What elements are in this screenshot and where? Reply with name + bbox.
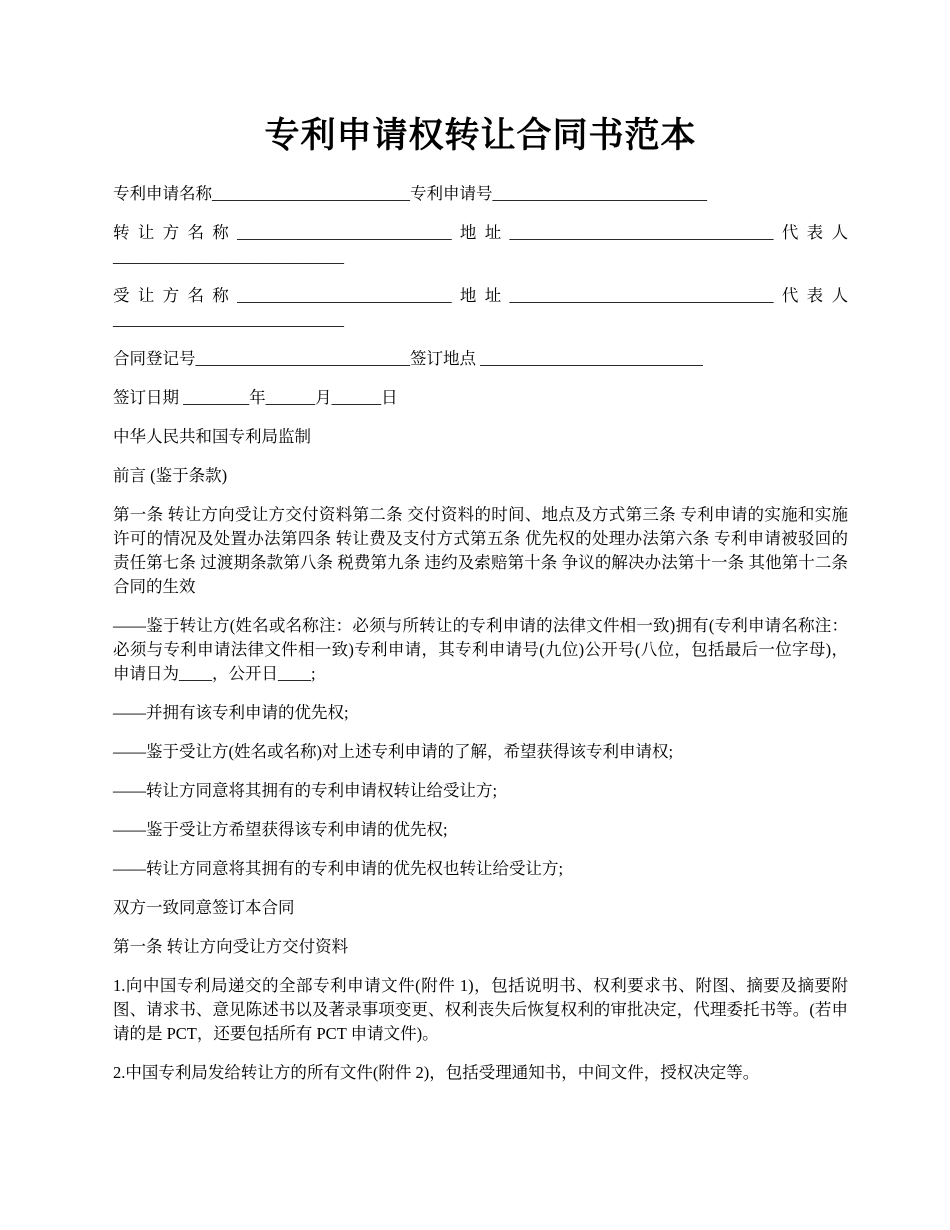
recital-3: ——鉴于受让方(姓名或名称)对上述专利申请的了解，希望获得该专利申请权; xyxy=(113,742,674,761)
document-page xyxy=(113,110,848,1100)
field-registration-place: 合同登记号__________________________签订地点 ___________________________ xyxy=(113,349,703,368)
field-patent-name-number: 专利申请名称________________________专利申请号__________________________ xyxy=(113,184,707,203)
field-signing-date: 签订日期 ________年______月______日 xyxy=(113,388,398,407)
recital-6: ——转让方同意将其拥有的专利申请的优先权也转让给受让方; xyxy=(113,859,564,878)
document-title: 专利申请权转让合同书范本 xyxy=(264,116,697,155)
article-1-item-1: 1.向中国专利局递交的全部专利申请文件(附件 1)，包括说明书、权利要求书、附图、摘要及摘要附图、请求书、意见陈述书以及著录事项变更、权利丧失后恢复权利的审批决定，代理委托书等。(若申请的是 PCT，还要包括所有 PCT 申请文件)。 xyxy=(113,976,848,1043)
field-transferor: 转让方名称__________________________地址________________________________代表人____________________________ xyxy=(113,223,848,266)
recital-5: ——鉴于受让方希望获得该专利申请的优先权; xyxy=(113,820,448,839)
recital-2: ——并拥有该专利申请的优先权; xyxy=(113,703,349,722)
recital-1: ——鉴于转让方(姓名或名称注：必须与所转让的专利申请的法律文件相一致)拥有(专利申请名称注：必须与专利申请法律文件相一致)专利申请，其专利申请号(九位)公开号(八位，包括最后一位字母)，申请日为____，公开日____; xyxy=(113,616,848,683)
supervisor-line: 中华人民共和国专利局监制 xyxy=(113,427,311,446)
preamble-heading: 前言 (鉴于条款) xyxy=(113,466,228,485)
article-list: 第一条 转让方向受让方交付资料第二条 交付资料的时间、地点及方式第三条 专利申请的实施和实施许可的情况及处置办法第四条 转让费及支付方式第五条 优先权的处理办法第六条 专利申请被驳回的责任第七条 过渡期条款第八条 税费第九条 违约及索赔第十条 争议的解决办法第十一条 其他第十二条 合同的生效 xyxy=(113,505,848,596)
recital-4: ——转让方同意将其拥有的专利申请权转让给受让方; xyxy=(113,781,498,800)
article-1-heading: 第一条 转让方向受让方交付资料 xyxy=(113,937,349,956)
agreement-line: 双方一致同意签订本合同 xyxy=(113,898,295,917)
article-1-item-2: 2.中国专利局发给转让方的所有文件(附件 2)，包括受理通知书，中间文件，授权决定等。 xyxy=(113,1063,760,1082)
field-transferee: 受让方名称__________________________地址________________________________代表人____________________________ xyxy=(113,286,848,329)
